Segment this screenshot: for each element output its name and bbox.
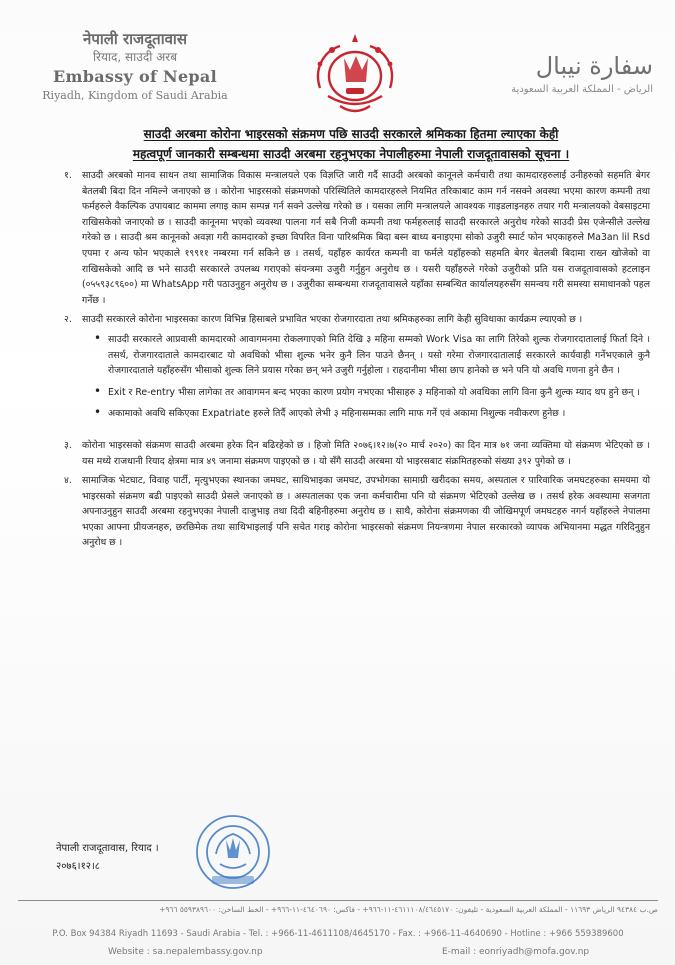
paragraph-number: ४. xyxy=(64,475,72,487)
embassy-location-english: Riyadh, Kingdom of Saudi Arabia xyxy=(42,89,228,102)
footer-address-arabic: ص.ب ٩٤٣٨٤ الرياض ١١٦٩٣ - المملكة العربية السعودية - تليفون: ٤٦١١١٠٨/٤٦٤٥١٧٠-١١-٩٦٦+ - فاكس: ٤٦٤٠٦٩٠-١١-٩٦٦+ - الخط الساخن: ٥٥٩٣٨٩٦٠٠ ٩٦٦+ xyxy=(159,905,658,914)
list-item: • Exit र Re-entry भीसा लागेका तर आवागमन बन्द भएका कारण प्रयोग नभएका भीसाहरु ३ महिनाको यो अवधिका लागि विना कुनै शुल्क म्याद थप हुने छन् । xyxy=(108,385,650,401)
notice-body xyxy=(54,168,650,555)
footer-website: Website : sa.nepalembassy.gov.np xyxy=(108,947,263,957)
paragraph-number: २. xyxy=(64,314,72,326)
footer-divider xyxy=(18,900,658,901)
paragraph-3 xyxy=(54,438,650,469)
paragraph-4 xyxy=(54,473,650,551)
footer-address-english: P.O. Box 94384 Riyadh 11693 - Saudi Arabia - Tel. : +966-11-4611108/4645170 - Fax. : +966-11-4640690 - Hotline : +966 559389600 xyxy=(52,929,624,939)
signature-office: नेपाली राजदूतावास, रियाद । xyxy=(56,843,159,854)
embassy-name-english: Embassy of Nepal xyxy=(53,67,217,86)
paragraph-number: ३. xyxy=(64,439,72,451)
embassy-stamp-icon xyxy=(192,812,274,894)
embassy-name-arabic: سفارة نيبال xyxy=(535,52,653,80)
notice-title-line1: साउदी अरबमा कोरोना भाइरसको संक्रमण पछि साउदी सरकारले श्रमिकका हितमा ल्याएका केही xyxy=(143,127,559,141)
embassy-location-arabic: الرياض - المملكة العربية السعودية xyxy=(511,84,653,95)
nepal-emblem-icon xyxy=(300,30,410,120)
footer-email: E-mail : eonriyadh@mofa.gov.np xyxy=(442,947,590,957)
embassy-name-nepali: नेपाली राजदूतावास xyxy=(83,30,187,48)
paragraph-text: साउदी अरबको मानव साधन तथा सामाजिक विकास मन्त्रालयले एक विज्ञप्ति जारी गर्दै साउदी अरबको कानूनले कर्मचारी तथा कामदारहरुलाई उनीहरुको सहमति बेगर बेतलबी बिदा दिन नमिल्ने जनाएको छ । कोरोना भाइरसको संक्रमणको परिस्थितिले कामदारहरुले नियमित तरिकाबाट काम गर्न नसक्ने अवस्था भएमा कारण कम्पनी तथा फर्महरुले वैकल्पिक उपायबाट काममा लगाइ काम सम्पन्न गर्न सक्ने उल्लेख गरेको छ । यसका लागि मन्त्रालयले आवश्यक गाइडलाइनहरु तयार गरी मन्त्रालयको वेबसाइटमा राखिसकेको जनाएको छ । साउदी कानूनमा भएको व्यवस्था पालना गर्न सबै निजी कम्पनी तथा फर्महरुलाई साउदी सरकारले अनुरोध गरेको साउदी प्रेस एजेन्सीले उल्लेख गरेको छ । साउदी श्रम कानूनको अवज्ञा गरी कामदारको इच्छा विपरित विना पारिश्रमिक बिदा बस्न बाध्य बनाइएमा सोको उजुरी स्मार्ट फोन भएकाहरुले Ma3an lil Rsd एपमा र अन्य फोन भएकाले १९९११ नम्बरमा गर्न सकिने छ । तसर्थ, यहाँहरु कार्यरत कम्पनी वा फर्मले यहाँहरुको सहमति बेगर बेतलबी बिदामा राख्न खोजेको वा राखिसकेको आदि छ भने साउदी सरकारले उपलब्ध गराएको संयन्त्रमा उजुरी गर्नुहुन अनुरोध छ । यसरी यहाँहरुले गरेको उजुरीको प्रति यस राजदूतावासको हटलाइन (०५५९३८९६००) मा WhatsApp गरी पठाउनुहुन अनुरोध छ । उजुरीका सम्बन्धमा राजदूतावासले यहाँका सम्बन्धित कार्यालयहरुसँग समन्वय गरी समस्या समाधानको पहल गर्नेछ । xyxy=(82,170,650,306)
notice-title-line2: महत्वपूर्ण जानकारी सम्बन्धमा साउदी अरबमा रहनुभएका नेपालीहरुमा नेपाली राजदूतावासको सूचना । xyxy=(132,147,570,161)
notice-title xyxy=(56,124,646,164)
paragraph-2 xyxy=(54,312,650,328)
paragraph-text: साउदी सरकारले कोरोना भाइरसका कारण विभिन्न हिसाबले प्रभावित भएका रोजगारदाता तथा श्रमिकहरुका लागि केही सुविधाका कार्यक्रम ल्याएको छ । xyxy=(82,314,583,326)
letterhead-right xyxy=(453,50,653,98)
list-item: • अकामाको अवधि सकिएका Expatriate हरुले तिर्दै आएको लेभी ३ महिनासम्मका लागि माफ गर्ने एवं अकामा निशुल्क नवीकरण हुनेछ । xyxy=(108,406,650,422)
benefit-list xyxy=(54,332,650,422)
paragraph-number: १. xyxy=(64,170,72,181)
list-item: • साउदी सरकारले आप्रवासी कामदारको आवागमनमा रोकलगाएको मिति देखि ३ महिना सम्मको Work Visa का लागि तिरेको शुल्क रोजगारदातालाई फिर्ता दिने । तसर्थ, रोजगारदाताले कामदारबाट यो अवधिको भीसा शुल्क भनेर कुनै लिन पाउने छैनन् । यसो गरेमा रोजगारदातालाई सरकारले कार्यवाही गर्नेभएकाले कुनै रोजगारदाताले यहाँहरुसँग भीसाको शुल्क लिने प्रयास गरेका छन् भने उजुरी गर्नुहोला । राहदानीमा भीसा छाप हानेको छ भने पनि यो अवधि गणना हुने छैन । xyxy=(108,332,650,379)
signature-date: २०७६।१२।८ xyxy=(56,861,100,872)
letterhead-left xyxy=(30,30,240,104)
paragraph-1 xyxy=(54,168,650,308)
signature-block xyxy=(56,840,159,876)
paragraph-text: कोरोना भाइरसको संक्रमण साउदी अरबमा हरेक दिन बढिरहेको छ । हिजो मिति २०७६।१२।७(२० मार्च २०२०) का दिन मात्र ७१ जना व्यक्तिमा यो संक्रमण भेटिएको छ । यस मध्ये राजधानी रियाद क्षेत्रमा मात्र ४९ जनामा संक्रमण पाइएको छ । यो सँगै साउदी अरबमा यो भाइरसबाट संक्रमितहरुको संख्या ३९२ पुगेको छ । xyxy=(82,439,650,467)
embassy-location-nepali: रियाद, साउदी अरब xyxy=(92,50,178,64)
paragraph-text: सामाजिक भेटघाट, विवाह पार्टी, मृत्युभएका स्थानका जमघट, साथिभाइका जमघट, उपभोगका सामाग्री खरीदका समय, अस्पताल र पारिवारिक जमघटहरुका समयमा यो भाइरसको संक्रमण बढी पाइएको साउदी प्रेसले जनाएको छ । अस्पतालका एक जना कर्मचारीमा पनि यो संक्रमण भेटिएको उल्लेख छ । तसर्थ हरेक अवस्थामा सजगता अपनाउनुहुन साउदी अरबमा रहनुभएका नेपाली दाजुभाइ तथा दिदी बहिनीहरुमा अनुरोध छ । साथै, कोरोना संक्रमणका यी जोखिमपूर्ण जमघटहरु नगर्न यहाँहरुले नेपालमा भएका आफ्ना प्रीयजनहरु, छरछिमेक तथा साथिभाइलाई पनि सचेत गराइ कोरोना भाइरसको संक्रमण नियन्त्रणमा नेपाल सरकारको व्यापक अभियानमा मद्धत गरिदिनुहुन अनुरोध छ । xyxy=(82,475,650,549)
